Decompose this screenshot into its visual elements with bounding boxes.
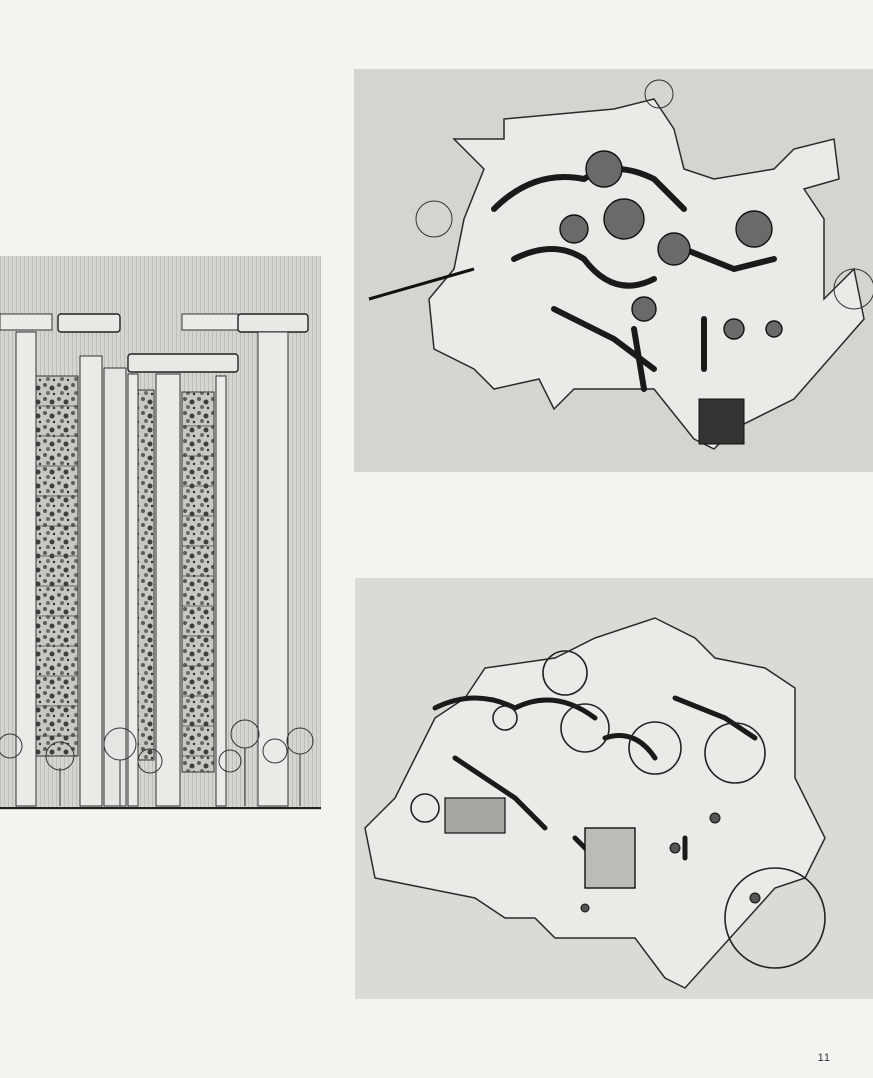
tower-elevation-drawing bbox=[0, 256, 321, 810]
tower-elevation-icon bbox=[0, 256, 321, 810]
floor-plan-drawing-top bbox=[354, 69, 873, 472]
page-number: 11 bbox=[817, 1052, 831, 1064]
floor-plan-icon-top bbox=[354, 69, 873, 472]
floor-plan-icon-bottom bbox=[355, 578, 873, 999]
floor-plan-drawing-bottom bbox=[355, 578, 873, 999]
